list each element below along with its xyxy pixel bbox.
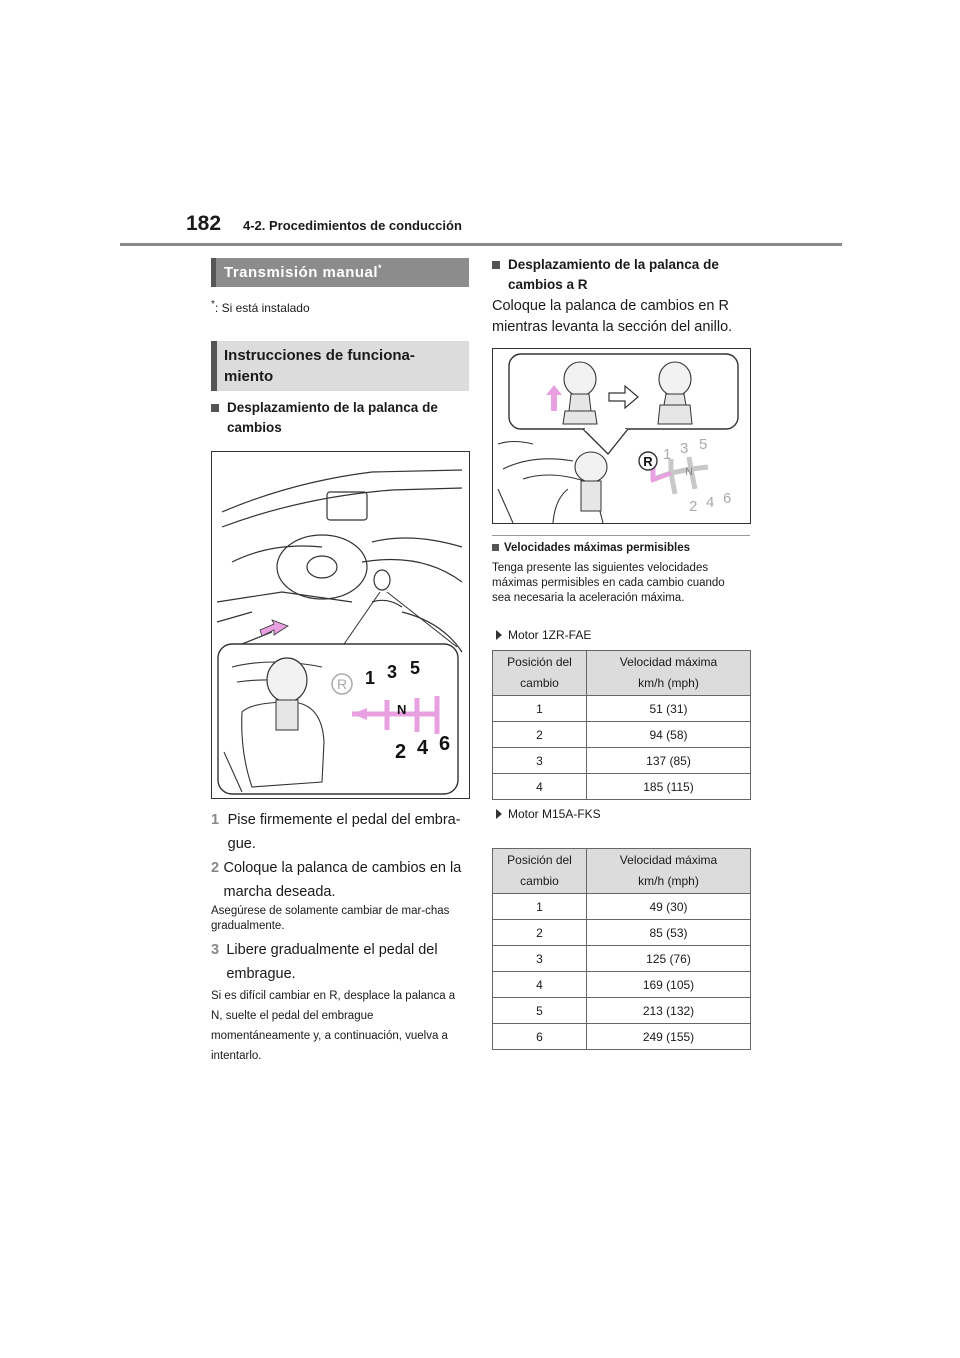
label-5: 5 [410,658,421,678]
square-bullet-icon [492,261,500,269]
engine-label-m15a: Motor M15A-FKS [496,807,601,821]
header-rule [120,243,842,246]
table-row: 4 185 (115) [493,774,751,800]
label-r: R [336,676,348,692]
table-row: 3 125 (76) [493,946,751,972]
note-gradual: Asegúrese de solamente cambiar de mar-chas gradualmente. [211,905,450,932]
figure-reverse [492,348,751,524]
table-row: 2 85 (53) [493,920,751,946]
banner-asterisk: * [378,263,383,273]
sub-banner-title: Instrucciones de funciona-miento [224,347,415,385]
label-4: 4 [417,737,429,759]
car-interior-illustration [212,452,469,798]
header-position: Posición del cambio [493,849,587,894]
label-4: 4 [706,494,715,511]
step-2 [211,856,469,904]
footnote-mark: * [211,299,215,310]
pedal-arrow-icon [260,620,288,636]
reverse-shift-illustration [493,349,750,523]
step-text: Pise firmemente el pedal del embra-gue. [227,812,461,852]
triangle-bullet-icon [496,809,502,819]
step-number: 2 [211,860,220,876]
triangle-bullet-icon [496,630,502,640]
step-text: Libere gradualmente el pedal del embrague. [226,942,438,982]
label-r: R [643,454,653,469]
table-row: 3 137 (85) [493,748,751,774]
square-bullet-icon [492,544,499,551]
step-1 [211,808,469,856]
banner-bar [211,258,216,287]
knob-after-icon [659,362,691,396]
table-row: 1 49 (30) [493,894,751,920]
label-6: 6 [723,490,732,507]
table-header-row [493,651,751,696]
speeds-heading: Velocidades máximas permisibles [492,542,750,554]
footnote-text: : Si está instalado [214,301,310,315]
label-n: N [397,702,407,717]
step-3 [211,938,469,986]
knob-before-icon [564,362,596,396]
label-5: 5 [699,436,708,453]
subhead-shift-lever: Desplazamiento de la palanca de cambios [211,398,469,438]
step-text: Coloque la palanca de cambios en la marcha deseada. [223,860,462,900]
subhead-shift-r: Desplazamiento de la palanca de cambios a R [492,255,750,295]
header-speed: Velocidad máxima km/h (mph) [587,849,751,894]
label-2: 2 [395,741,407,763]
speeds-body: Tenga presente las siguientes velocidades máximas permisibles en cada cambio cuando sea necesaria la aceleración máxima. [492,562,725,604]
note-reverse: Si es difícil cambiar en R, desplace la palanca a N, suelte el pedal del embrague momentáneamente y, a continuación, vuelva a intentarlo. [211,990,456,1062]
label-1: 1 [663,446,672,463]
label-3: 3 [387,662,398,682]
label-2: 2 [689,498,698,515]
page-number: 182 [186,212,222,235]
square-bullet-icon [211,404,219,412]
sub-banner-bar [211,341,217,391]
label-n: N [685,466,693,478]
table-row: 6 249 (155) [493,1024,751,1050]
table-row: 5 213 (132) [493,998,751,1024]
figure-shift-pattern [211,451,470,799]
sub-banner [211,341,469,391]
speed-table-m15a [492,848,751,1050]
header-position: Posición del cambio [493,651,587,696]
table-header-row [493,849,751,894]
divider [492,535,750,536]
body-shift-r: Coloque la palanca de cambios en R mientras levanta la sección del anillo. [492,298,733,335]
header-speed: Velocidad máxima km/h (mph) [587,651,751,696]
shift-knob-icon [267,658,307,702]
chapter-banner [211,258,469,287]
table-row: 1 51 (31) [493,696,751,722]
label-6: 6 [439,733,451,755]
label-1: 1 [365,668,376,688]
step-number: 1 [211,812,220,828]
chapter-banner-title: Transmisión manual* [224,263,383,281]
table-row: 2 94 (58) [493,722,751,748]
engine-label-1zr: Motor 1ZR-FAE [496,628,591,642]
step-number: 3 [211,942,220,958]
label-3: 3 [680,440,689,457]
speed-table-1zr [492,650,751,800]
section-title: 4-2. Procedimientos de conducción [243,218,462,233]
footnote [211,299,310,315]
table-row: 4 169 (105) [493,972,751,998]
